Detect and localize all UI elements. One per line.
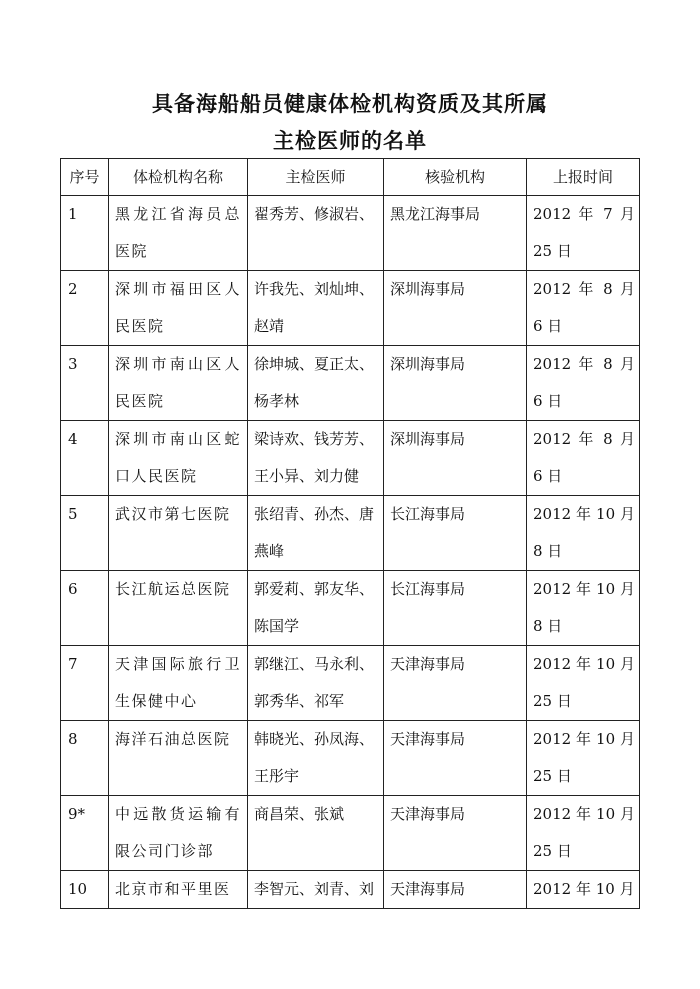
institution-cell: 武汉市第七医院 xyxy=(109,496,248,571)
report-date-cell: 2012 年 10 月 25 日 xyxy=(527,796,640,871)
chief-doctor-cell: 韩晓光、孙凤海、王彤宇 xyxy=(248,721,384,796)
chief-doctor-cell: 李智元、刘青、刘 xyxy=(248,871,384,909)
institution-cell: 深圳市南山区人民医院 xyxy=(109,346,248,421)
report-date-cell: 2012 年 8 月 6 日 xyxy=(527,271,640,346)
institution-cell: 黑龙江省海员总医院 xyxy=(109,196,248,271)
serial-cell: 8 xyxy=(61,721,109,796)
table-row xyxy=(61,871,640,909)
institution-cell: 北京市和平里医 xyxy=(109,871,248,909)
report-date-cell: 2012 年 10 月 8 日 xyxy=(527,571,640,646)
table-row xyxy=(61,496,640,571)
serial-cell: 5 xyxy=(61,496,109,571)
verifying-agency-cell: 黑龙江海事局 xyxy=(384,196,527,271)
chief-doctor-cell: 郭继江、马永利、郭秀华、祁军 xyxy=(248,646,384,721)
chief-doctor-cell: 翟秀芳、修淑岩、 xyxy=(248,196,384,271)
header-institution: 体检机构名称 xyxy=(109,159,248,196)
chief-doctor-cell: 郭爱莉、郭友华、陈国学 xyxy=(248,571,384,646)
verifying-agency-cell: 长江海事局 xyxy=(384,571,527,646)
chief-doctor-cell: 许我先、刘灿坤、赵靖 xyxy=(248,271,384,346)
verifying-agency-cell: 深圳海事局 xyxy=(384,421,527,496)
table-header-row xyxy=(61,159,640,196)
serial-cell: 9* xyxy=(61,796,109,871)
verifying-agency-cell: 深圳海事局 xyxy=(384,346,527,421)
header-report-date: 上报时间 xyxy=(527,159,640,196)
chief-doctor-cell: 商昌荣、张斌 xyxy=(248,796,384,871)
serial-cell: 1 xyxy=(61,196,109,271)
institution-cell: 天津国际旅行卫生保健中心 xyxy=(109,646,248,721)
document-title-line2: 主检医师的名单 xyxy=(273,128,427,153)
report-date-cell: 2012 年 7 月 25 日 xyxy=(527,196,640,271)
verifying-agency-cell: 天津海事局 xyxy=(384,646,527,721)
report-date-cell: 2012 年 10 月 25 日 xyxy=(527,646,640,721)
serial-cell: 7 xyxy=(61,646,109,721)
verifying-agency-cell: 长江海事局 xyxy=(384,496,527,571)
table-row xyxy=(61,646,640,721)
report-date-cell: 2012 年 8 月 6 日 xyxy=(527,346,640,421)
table-row xyxy=(61,196,640,271)
institution-cell: 中远散货运输有限公司门诊部 xyxy=(109,796,248,871)
verifying-agency-cell: 天津海事局 xyxy=(384,721,527,796)
table-row xyxy=(61,271,640,346)
institution-cell: 长江航运总医院 xyxy=(109,571,248,646)
institution-cell: 深圳市南山区蛇口人民医院 xyxy=(109,421,248,496)
report-date-cell: 2012 年 10 月 xyxy=(527,871,640,909)
chief-doctor-cell: 梁诗欢、钱芳芳、王小异、刘力健 xyxy=(248,421,384,496)
report-date-cell: 2012 年 10 月 8 日 xyxy=(527,496,640,571)
verifying-agency-cell: 天津海事局 xyxy=(384,871,527,909)
report-date-cell: 2012 年 8 月 6 日 xyxy=(527,421,640,496)
serial-cell: 6 xyxy=(61,571,109,646)
table-row xyxy=(61,421,640,496)
serial-cell: 4 xyxy=(61,421,109,496)
document-title-line1: 具备海船船员健康体检机构资质及其所属 xyxy=(152,91,548,116)
institution-table xyxy=(60,158,640,909)
report-date-cell: 2012 年 10 月 25 日 xyxy=(527,721,640,796)
header-verifying-agency: 核验机构 xyxy=(384,159,527,196)
institution-cell: 海洋石油总医院 xyxy=(109,721,248,796)
verifying-agency-cell: 深圳海事局 xyxy=(384,271,527,346)
serial-cell: 2 xyxy=(61,271,109,346)
verifying-agency-cell: 天津海事局 xyxy=(384,796,527,871)
institution-cell: 深圳市福田区人民医院 xyxy=(109,271,248,346)
table-row xyxy=(61,571,640,646)
table-row xyxy=(61,721,640,796)
table-row xyxy=(61,796,640,871)
serial-cell: 3 xyxy=(61,346,109,421)
serial-cell: 10 xyxy=(61,871,109,909)
header-chief-doctor: 主检医师 xyxy=(248,159,384,196)
table-row xyxy=(61,346,640,421)
chief-doctor-cell: 徐坤城、夏正太、杨孝林 xyxy=(248,346,384,421)
header-serial: 序号 xyxy=(61,159,109,196)
chief-doctor-cell: 张绍青、孙杰、唐燕峰 xyxy=(248,496,384,571)
